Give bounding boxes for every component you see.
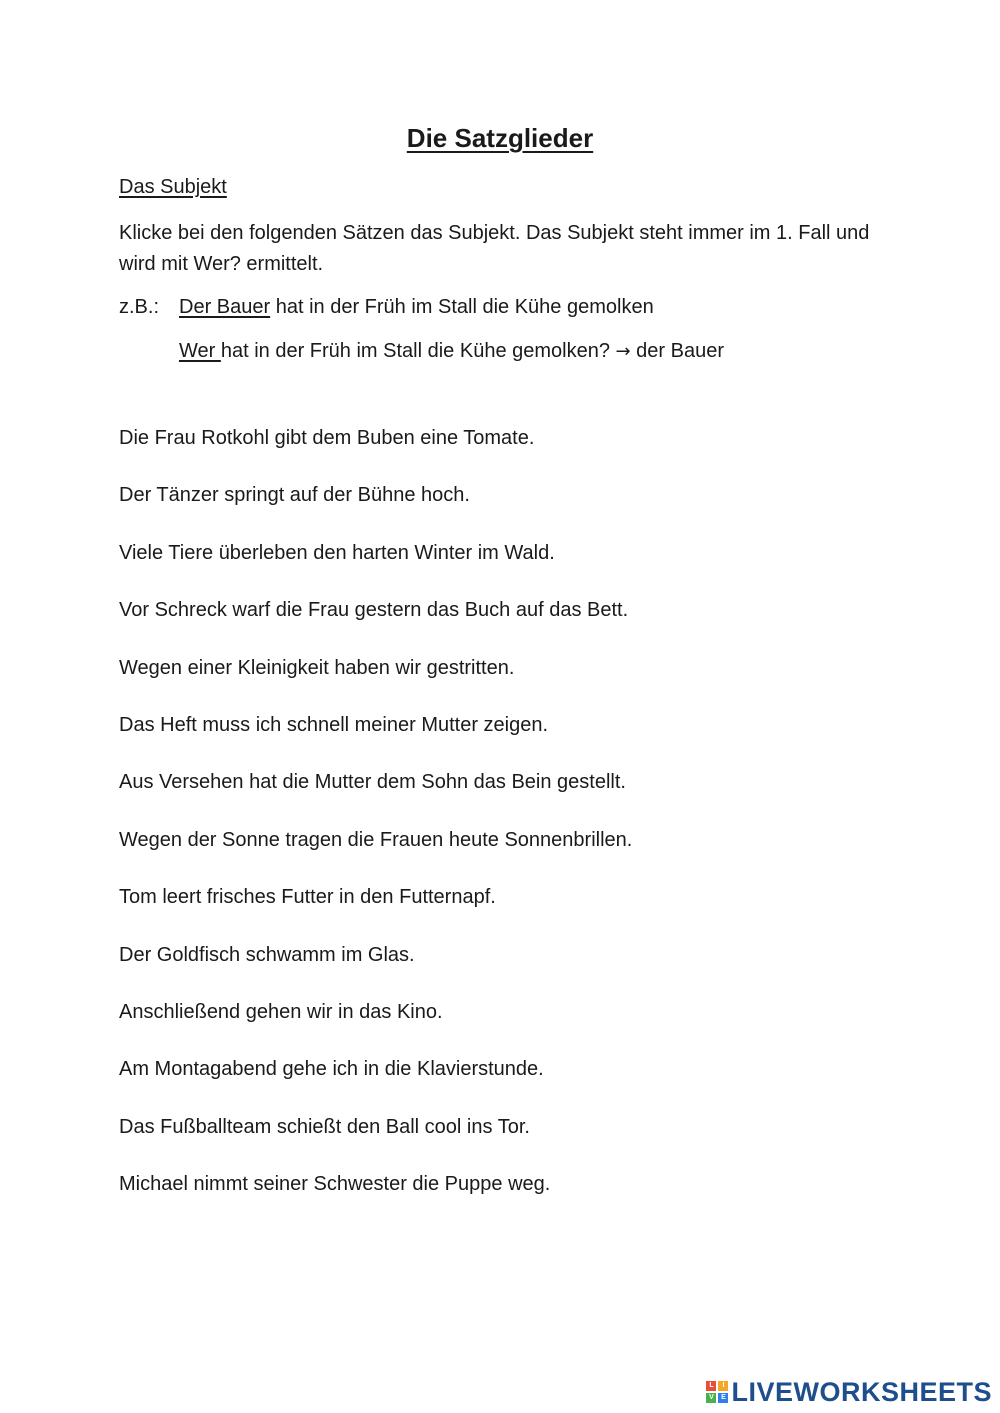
logo-block: I <box>718 1381 728 1391</box>
sentence-item[interactable]: Aus Versehen hat die Mutter dem Sohn das Bein gestellt. <box>119 771 626 794</box>
example-question-word: Wer <box>179 340 221 362</box>
sentence-list <box>119 425 632 1228</box>
sentence-item[interactable]: Vor Schreck warf die Frau gestern das Buch auf das Bett. <box>119 599 629 622</box>
section-heading: Das Subjekt <box>119 176 227 198</box>
logo-block: V <box>706 1393 716 1403</box>
logo-block: L <box>706 1381 716 1391</box>
arrow-right-icon: → <box>615 341 631 362</box>
sentence-item[interactable]: Das Fußballteam schießt den Ball cool ins Tor. <box>119 1115 530 1138</box>
instruction-text: Klicke bei den folgenden Sätzen das Subjekt. Das Subjekt steht immer im 1. Fall und wird mit Wer? ermittelt. <box>119 222 870 275</box>
liveworksheets-logo <box>706 1377 992 1407</box>
sentence-item[interactable]: Wegen einer Kleinigkeit haben wir gestritten. <box>119 656 515 679</box>
example-question-rest: hat in der Früh im Stall die Kühe gemolken? <box>220 340 616 362</box>
sentence-item[interactable]: Der Goldfisch schwamm im Glas. <box>119 943 415 966</box>
sentence-item[interactable]: Tom leert frisches Futter in den Futternapf. <box>119 886 496 909</box>
logo-text: LIVEWORKSHEETS <box>731 1377 992 1407</box>
sentence-item[interactable]: Anschließend gehen wir in das Kino. <box>119 1000 443 1023</box>
example-sentence-rest: hat in der Früh im Stall die Kühe gemolken <box>270 296 654 318</box>
page-title: Die Satzglieder <box>406 123 594 153</box>
logo-blocks-icon <box>706 1381 728 1403</box>
example-label: z.B.: <box>119 296 160 318</box>
sentence-item[interactable]: Der Tänzer springt auf der Bühne hoch. <box>119 484 470 507</box>
sentence-item[interactable]: Wegen der Sonne tragen die Frauen heute Sonnenbrillen. <box>119 828 633 851</box>
sentence-item[interactable]: Am Montagabend gehe ich in die Klavierstunde. <box>119 1058 544 1081</box>
sentence-item[interactable]: Die Frau Rotkohl gibt dem Buben eine Tomate. <box>119 427 535 449</box>
example-line-1 <box>119 294 654 320</box>
example-answer: der Bauer <box>630 340 725 362</box>
sentence-item[interactable]: Viele Tiere überleben den harten Winter im Wald. <box>119 541 555 564</box>
example-line-2 <box>179 338 724 365</box>
sentence-item[interactable]: Das Heft muss ich schnell meiner Mutter zeigen. <box>119 713 549 736</box>
logo-block: E <box>718 1393 728 1403</box>
example-subject: Der Bauer <box>179 296 271 318</box>
sentence-item[interactable]: Michael nimmt seiner Schwester die Puppe weg. <box>119 1173 551 1196</box>
